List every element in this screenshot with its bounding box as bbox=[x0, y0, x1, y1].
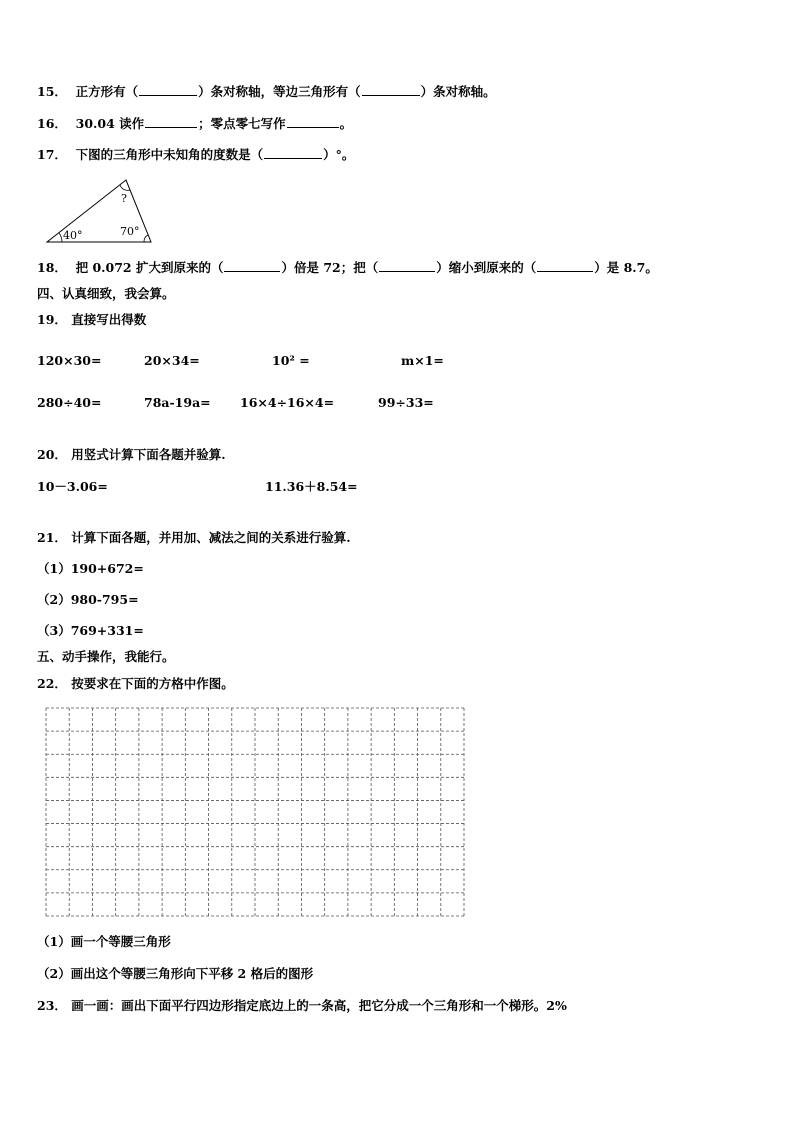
answer-blank[interactable] bbox=[264, 146, 322, 159]
question-15: 15． 正方形有（ ）条对称轴，等边三角形有（ ）条对称轴。 bbox=[37, 84, 496, 99]
question-number: 22． bbox=[37, 676, 67, 691]
calc-item: 120×30= bbox=[37, 353, 102, 368]
calc-item: 280÷40= bbox=[37, 395, 102, 410]
question-22: 22． 按要求在下面的方格中作图。 bbox=[37, 676, 234, 691]
section-heading-4: 四、认真细致，我会算。 bbox=[37, 286, 175, 301]
answer-blank[interactable] bbox=[379, 259, 435, 272]
question-20: 20． 用竖式计算下面各题并验算. bbox=[37, 447, 226, 462]
question-number: 23． bbox=[37, 998, 67, 1013]
section-heading-5: 五、动手操作，我能行。 bbox=[37, 649, 175, 664]
answer-blank[interactable] bbox=[224, 259, 280, 272]
answer-blank[interactable] bbox=[287, 115, 339, 128]
calc-item: 10－3.06= bbox=[37, 479, 108, 494]
calc-item: m×1= bbox=[401, 353, 444, 368]
question-number: 17． bbox=[37, 147, 67, 162]
question-23: 23． 画一画：画出下面平行四边形指定底边上的一条高，把它分成一个三角形和一个梯形。2% bbox=[37, 998, 567, 1013]
question-21: 21． 计算下面各题，并用加、减法之间的关系进行验算. bbox=[37, 530, 351, 545]
answer-blank[interactable] bbox=[145, 115, 197, 128]
question-17: 17． 下图的三角形中未知角的度数是（ ）°。 bbox=[37, 147, 355, 162]
calc-item: 11.36＋8.54= bbox=[265, 479, 358, 494]
unknown-angle-label: ? bbox=[121, 192, 127, 205]
calc-item: 20×34= bbox=[144, 353, 200, 368]
calc-item: （2）980-795= bbox=[37, 592, 139, 607]
triangle-figure bbox=[44, 177, 156, 245]
question-19: 19． 直接写出得数 bbox=[37, 312, 147, 327]
calc-item: （1）190+672= bbox=[37, 561, 144, 576]
calc-item: 78a-19a= bbox=[144, 395, 211, 410]
answer-blank[interactable] bbox=[362, 83, 420, 96]
calc-item: （3）769+331= bbox=[37, 623, 144, 638]
drawing-grid[interactable] bbox=[45, 707, 465, 917]
question-number: 18． bbox=[37, 260, 67, 275]
calc-item: 99÷33= bbox=[378, 395, 434, 410]
calc-item: 16×4÷16×4= bbox=[240, 395, 335, 410]
question-18: 18． 把 0.072 扩大到原来的（ ）倍是 72；把（ ）缩小到原来的（ ）是 8.7。 bbox=[37, 260, 658, 275]
question-16: 16． 30.04 读作 ；零点零七写作 。 bbox=[37, 116, 353, 131]
calc-item: 10² = bbox=[272, 353, 310, 368]
angle-arc-left bbox=[59, 233, 62, 242]
task-item: （1）画一个等腰三角形 bbox=[37, 934, 171, 949]
angle-40-label: 40° bbox=[63, 229, 83, 242]
question-number: 15． bbox=[37, 84, 67, 99]
answer-blank[interactable] bbox=[139, 83, 197, 96]
answer-blank[interactable] bbox=[537, 259, 593, 272]
angle-70-label: 70° bbox=[120, 225, 140, 238]
question-number: 16． bbox=[37, 116, 67, 131]
task-item: （2）画出这个等腰三角形向下平移 2 格后的图形 bbox=[37, 966, 314, 981]
question-number: 19． bbox=[37, 312, 67, 327]
question-number: 21． bbox=[37, 530, 67, 545]
angle-arc-right bbox=[144, 235, 148, 242]
question-number: 20． bbox=[37, 447, 67, 462]
